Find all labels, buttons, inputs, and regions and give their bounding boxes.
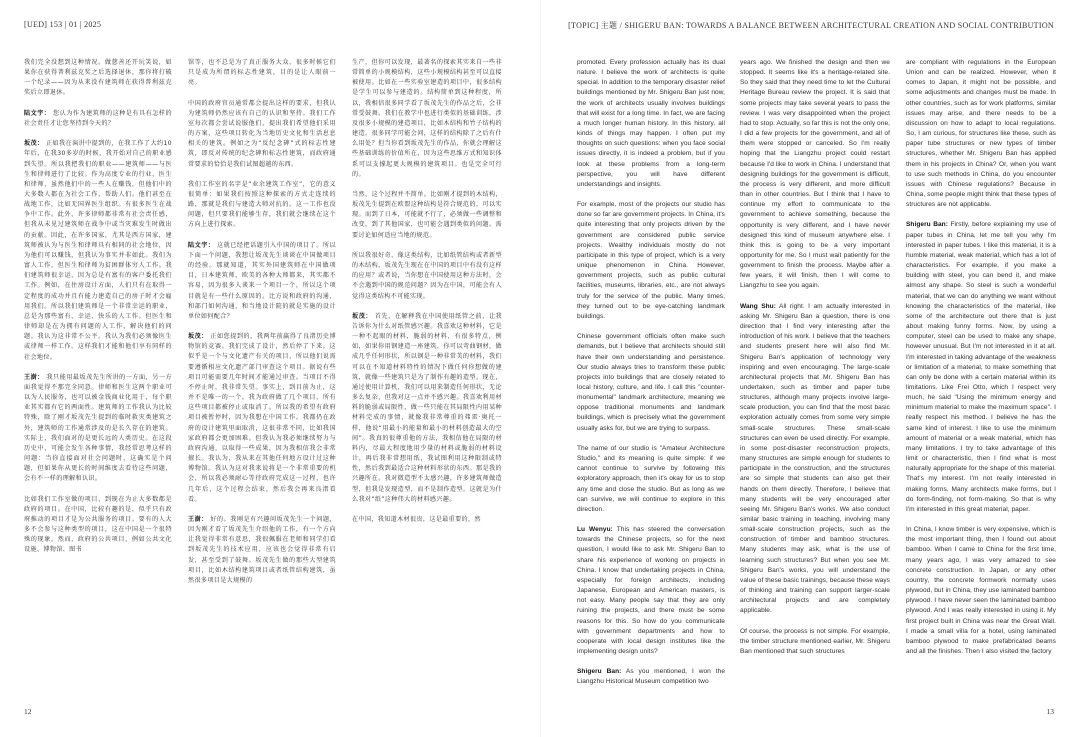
paragraph-text: Of course, the process is not simple. For example, the timber structure mentioned earlier, Mr. Shigeru Ban mentioned that such structures [740,627,890,656]
paragraph [906,525,1056,657]
paragraph [24,109,172,129]
paragraph-text: 中国的政府官员通常都会提出这样的要求，但我认为建筑师仍然应该有自己的认识和坚持。我们工作室每次都会尝试说服他们，提出我们希望他们采用的方案，这些项目转化为当地历史文化和生活息息相关的建筑。例如之为“反纪念碑”式的标志性建筑，即反对传统的纪念碑和标志性建筑，而政府通常要求的恰恰是我们试图超越的东西。 [188,99,336,168]
speaker-name: Wang Shu: [740,302,776,310]
paragraph [188,241,336,322]
paragraph-text: years ago. We finished the design and then we stopped. It seems like it's a heritage-related site. So they said that they need time to let the Cultural Heritage Bureau review the project. It is said that some projects may take several years to pass the review. I was very disappointed when the project had to stop. Actually, so far this is not the only one, I did a few projects for the government, and all of them were stopped or canceled. So I'm really hoping that the Liangzhu project could restart because I'd like to work in China. I understand that designing buildings for the government is difficult, the process is very different, and more difficult than in other countries. But I think that I have to continue my effort to communicate to the government to achieve something, because the opportunity is very different, and I have never designed this kind of museum anywhere else. I think this is going to be a very important opportunity for me. So I must wait patiently for the government to finish the process. Maybe after a few years, it will finish, then I will come to Liangzhu to see you again. [740,59,890,290]
speaker-name: 坂茂： [188,333,208,341]
paragraph [24,373,172,485]
paragraph [352,251,502,302]
paragraph [24,139,172,362]
speaker-name: 陆文宇： [24,109,51,117]
column-3-chinese [352,58,502,525]
page-gutter [540,0,541,737]
speaker-name: 陆文宇： [188,241,215,249]
paragraph-text: Chinese government officials often make such demands, but I believe that architects should still have their own understanding and persistence. Our studio always tries to transform these public projects into buildings that are closely related to local history, culture, and life. I call this "counter-monumental" landmark architecture, meaning we oppose traditional monuments and landmark buildings, which is precisely what the government usually asks for, but we are trying to surpass. [577,333,725,432]
paragraph [577,200,725,322]
column-5-english [740,58,890,657]
paragraph-text: promoted. Every profession actually has its dual nature. I believe the work of architects is quite special. In addition to the temporary disaster relief buildings mentioned by Mr. Shigeru Ban just now, the work of architects usually involves buildings that will exist for a long time. In fact, we are facing a much longer human history. In this history, all kinds of things may happen. I often put my thoughts on such questions: when you face social issues directly, it is indeed a problem, but if you look at these problems from a long-term perspective, you will have different understandings and insights. [577,59,725,188]
paragraph-text: 正如我在演讲中提到的，在我工作了大约10年后，在我30多岁的时候，我开始对自己的职业感到失望。所以我把我们的职业——建筑师——与医生和律师进行了比较。作为高度专业的行业，医生和律师，虽然他们中的一些人在赚钱，但他们中的大多数人都在为社会工作，帮助人们。他们甚至在战地工作，比如无国界医生组织。有很多医生在战争中工作。此外，许多律师都非常有社会责任感，但我从未见过建筑师在战争中或当灾难发生时做出的贡献。因此，在许多国家，尤其是西方国家，建筑师被认为与医生和律师具有相同的社会地位，因为他们可以赚钱，但我认为事实并非如此。我们为富人工作，但医生和律师为贫困群体穷人工作。我们建筑师很幸运，因为总是有富有的客户委托我们工作。例如，在住房设计方面，人们只有在取得一定程度的成功并且有能力建造自己的房子时才会雇用我们。所以我们建筑师是一个非常幸运的职业，总是为那些富有、幸运、快乐的人工作。但医生和律师却是在为拥有问题的人工作，解决他们的问题。我认为这非常不公平。我认为我们必须像医生或律师一样工作。这样我们才能和他们享有同样的社会地位。 [24,140,172,361]
paragraph-text: 我们工作室的名字是“业余建筑工作室”，它的意义很简单：如果我们按照这种探索的方式走连续的路，那就是我们与建造大师对抗的。这一工作也没问题，但只要我们能够生存，我们就会继续在这个方向上进行探索。 [188,180,336,229]
paragraph [188,332,336,505]
page-number-left: 12 [24,707,32,716]
paragraph [740,627,890,657]
paragraph-text: 好的。我刚是有兴趣问坂茂先生一个问题，因为刚才看了坂茂先生介绍他的工作，有一个方向让我觉得非常有意思，我很佩服在老师和同学们看到坂茂先生的技术应用，应该也会觉得非常有启发，甚至受到了鼓舞。坂茂先生做的那些大型建筑项目，比如木结构建筑项目或者纸管结构建筑，虽然很多项目是大规模的 [188,515,336,584]
paragraph-text: 比如我们工作室做的项目，到现在为止大多数都是政府的项目。在中国，比较有趣的是，似乎只有政府推动的项目才是为公共服务的项目。要有的人大多不会参与这种类型的项目，这在中国是一个很特殊的现象。然而，政府的公共项目，例如公共文化设施、博物馆、图书 [24,495,172,554]
column-6-english [906,58,1056,657]
paragraph [906,220,1056,515]
paragraph [24,58,172,99]
paragraph [352,515,502,525]
paragraph-text: The name of our studio is "Amateur Architecture Studio," and its meaning is quite simple: if we cannot continue to survive by following this exploratory approach, then it's okay for us to stop any time and close the studio. But as long as we can survive, we will continue to explore in this direction. [577,444,725,513]
paragraph-text: 当然，这个过程并不简单。比如刚才提到的木结构，坂茂先生提到在欧盟这种结构是符合规范的，可以实现。而到了日本，可能就不行了，必须做一些调整和改变，到了其他国家，也可能会遇到类似的问题。需要讨论如何适应当地的规范。 [352,191,502,239]
paragraph [352,58,502,180]
speaker-name: Lu Wenyu: [577,526,613,534]
paragraph [577,667,725,687]
paragraph-text: 馆等，也不总是为了真正服务大众，很多时候它们只是成为所谓的标志性建筑，目的是让人眼前一亮。 [188,59,336,87]
speaker-name: 王澍： [188,515,208,523]
paragraph-text: As you mentioned, I won the Liangzhu Historical Museum competition two [577,668,726,686]
speaker-name: Shigeru Ban: [906,221,948,229]
paragraph-text: In China, I know timber is very expensive, which is the most important thing, then I found out about bamboo. When I came to China for the first time, many years ago, I was very amazed to see concrete construction. In Japan, or any other country, the concrete formwork normally uses plywood, but in China, they use laminated bamboo plywood. I have never seen the laminated bamboo plywood. And I was really interested in using it. My first project built in China was near the Great Wall. I made a small villa for a hotel, using laminated bamboo plywood to make prefabricated beams and all the finishes. Then I also visited the factory [906,526,1056,656]
paragraph [740,58,890,292]
paragraph [577,332,725,434]
paragraph [188,515,336,586]
paragraph [352,312,502,505]
paragraph [188,180,336,231]
paragraph-text: 首先，在解释我在中国使用纸管之前，让我告诉你为什么对纸管感兴趣。我喜欢这种材料，它是一种不起眼的材料，脆弱的材料，有很多特点，例如，如果你用钢建造一座建筑，你可以弯曲钢材，做成几乎任何形状，所以钢是一种非常美的材料，我们可以在不知道材料特性的情况下做任何你想做的建筑，就像一些建筑只是为了制作有趣的造型。现在，通过使用计算机，我们可以用来制造任何形状，无论多么复杂，但我对这一点并不感兴趣。我喜欢利用材料的脆弱或局限性，做一些只能在其局限性内用某种材料完成的事情，就像我非常尊重的弗雷·奥托一样，他说“用最小的能量和最小的材料创造最大的空间”。我真的很尊重他的方法，我相信他在局限的材料内，尽最大程度地用少量的材料或脆弱的材料设计，再后我非常想用纸，我试图利用这种限制或特性，然后我到最适合这种材料形状的东西。那是我的兴趣所在。我对微造型不太感兴趣，许多建筑师做造型，但我是发现造型，而不是制作造型。这就是为什么我对“纸”这种伟大的材料感兴趣。 [352,312,502,503]
paragraph [577,444,725,515]
speaker-name: 王澍： [24,373,44,381]
paragraph-text: 生产，但你可以发现，最著名的探索其实来自一些非常简单的小规模结构，这些小规模结构甚至可以直接被使用。比如在一些实验室建造的项目中，很多结构是学生可以参与建造的。结构简单到这种程度，所以，我相信很多同学看了坂茂先生的作品之后，会非常受鼓舞。我们在教学中也进行类似的基础训练，涉及很多小规模的建造项目，比如木结构和竹子结构的建造。很多同学可能会问，这样的结构除了之后有什么用处？但当你看到坂茂先生的作品，你就会理解这些基础训练的价值所在，因为这些思维方式和知识体系可以支撑起更大规模的建筑项目。也是完全可行的。 [352,59,502,178]
column-2-chinese [188,58,336,586]
paragraph [906,58,1056,210]
paragraph-text: 在中国，我知道木材很贵，这是最重要的，然 [352,515,481,523]
paragraph [577,58,725,190]
paragraph-text: Firstly, before explaining my use of paper tubes in China, let me tell you why I'm interested in paper tubes. I like this material, it is a humble material, weak material, which has a lot of characteristics. For example, if you make a building with steel, you can bend it, and make almost any shape. So steel is such a wonderful material, that we can do anything we want without knowing the characteristics of the material, like some of the architecture out there that is just about making funny forms. Now, by using a computer, steel can be used to make any shape, however unusual. But I'm not interested in it at all. I'm interested in taking advantage of the weakness or limitation of a material, to make something that can only be done with a certain material within its limitations. Like Frei Otto, which I respect very much, he said "Using the minimum energy and minimum material to make the maximum space". I really respect his method. I believe he has the same kind of interest. I like to use the minimum amount of material or a weak material, which has many limitations. I try to take advantage of this limit or characteristic, then I find what is most naturally appropriate for the shape of this material. That's my interest. I'm not really interested in making forms. Many architects make forms, but I do form-finding, not form-making. So that is why I'm interested in this great material, paper. [906,221,1056,513]
speaker-name: 坂茂： [24,140,44,148]
paragraph [188,99,336,170]
paragraph-text: are compliant with regulations in the European Union and can be realized. However, when it comes to Japan, it might not be possible, and some adjustments and changes must be made. In other countries, such as for work platforms, similar issues may arise, and there needs to be a discussion on how to adapt to local regulations. So, I am curious, for structures like these, such as paper tube structures or new types of timber structures, whether Mr. Shigeru Ban has applied them in his projects in China? Or, when you want to use such methods in China, do you encounter issues with Chinese regulations? Because in China, some people might think that these types of structures are not applicable. [906,59,1056,209]
paragraph [188,58,336,88]
column-1-chinese [24,58,172,556]
paragraph-text: 我们完全没想到这种情况。做慈善还开玩笑说，如果你在获得普利兹克奖之后选择退休，那你将打破一个纪录——因为从来没有建筑师在获得普利兹克奖后立即退休。 [24,59,172,97]
page-number-right: 13 [1046,707,1054,716]
running-header-left: [UED] 153 | 01 | 2025 [24,20,102,29]
paragraph [740,302,890,617]
paragraph [352,190,502,241]
speaker-name: Shigeru Ban: [577,668,622,676]
paragraph-text: All right. I am actually interested in asking Mr. Shigeru Ban a question, there is one direction that I find very interesting after the introduction of his work. I believe that the teachers and students present here will also find Mr. Shigeru Ban's application of technology very inspiring and even encouraging. The large-scale architectural projects that Mr. Shigeru Ban has undertaken, such as timber and paper tube structures, although many projects involve large-scale production, you can find that the most basic exploration actually comes from some very simple small-scale structures. These small-scale structures can even be used directly. For example, in some post-disaster reconstruction projects, many structures are simple enough for students to participate in the construction, and the structures are so simple that students can also get their hands on them directly. Therefore, I believe that many students will be very encouraged after seeing Mr. Shigeru Ban's works. We also conduct similar basic training in teaching, involving many small-scale construction projects, such as the construction of timber and bamboo structures. Many students may ask, what is the use of learning such structures? But when you see Mr. Shigeru Ban's works, you will understand the value of these basic trainings, because these ways of thinking and training can support larger-scale architectural projects and are completely applicable. [740,302,890,615]
column-4-english [577,58,725,688]
paragraph-text: 您认为作为建筑师的这种是有具有怎样的社会责任才让您坚持到今天的？ [24,109,172,127]
paragraph-text: 所以我很好奇，像这类结构，比如纸管结构或者新型的木结构，坂茂先生现在在中国的项目中有没有这样的应用？或者说，当你想在中国使用这种方法时，会不会遇到中国的规范问题？因为在中国，可能会有人觉得这类结构不可能实现。 [352,251,502,300]
paragraph-text: 这就已经把话题引入中国的项目了。所以下面一个问题，我想让坂茂先生谈谈在中国做项目的经验。那就知道，其实外国建筑师在中国做项目，日本建筑师，欧美的各种大师都来，其实都不容易，因为很多人谈来一个项目一个，所以这个项目就是有一些什么原因的。比方说和政府的沟通，和部门如何沟通，和当地设计院的就是实施的设计单位如何配合？ [188,241,336,320]
running-header-right: [TOPIC] 主题 / SHIGERU BAN: TOWARDS A BALANCE BETWEEN ARCHITECTURAL CREATION AND SOCIAL CONTRIBUTION [568,21,1054,30]
paragraph-text: 正如您提到的，我两年前赢得了良渚历史博物馆的竞赛。我们完成了设计，然后停了下来。这似乎是一个与文化遗产有关的项目，所以他们说需要遵循相应文化遗产部门审查这个项目。据说有些项目可能需要几年时间才能通过审查。当项目不得不停止时，我非常失望。事实上，到目前为止，这并不是唯一的一个。我为政府做了几个项目，所有这些项目都被停止或取消了。所以我的希望有政府项目被暂停时，因为我想在中国工作。我都仍在政府的设计建筑里面取消，这很非常不同，比如我国家政府都会更加困难。但我认为我必须继续努力与政府沟通，以取得一些成果，因为我相信我会非常擅长。我认为，我从来在其他任何地方设计过这种博物馆。我认为这对我来说将是一个非常重要的机会，所以我必须耐心等待政府完成这一过程，也许几年后，这个过程会结束，然后我会再来良渚看看。 [188,333,336,503]
speaker-name: 坂茂： [352,312,373,320]
paragraph-text: For example, most of the projects our studio has done so far are government projects. In China, it's quite interesting that only projects driven by the government are considered public service projects. Wealthy individuals mostly do not participate in this type of project, which is a very unique phenomenon in China. However, government projects, such as public cultural facilities, museums, libraries, etc., are not always truly for the service of the public. Many times, they turned out to be eye-catching landmark buildings. [577,201,725,320]
paragraph [577,525,725,657]
paragraph-text: This has steered the conversation towards the Chinese projects, so for the next question, I would like to ask Mr. Shigeru Ban to share his experience of working on projects in China. I know that undertaking projects in China, especially for foreign architects, including Japanese, European and American masters, is not easy. Many people say that they are only ruining the projects, and there must be some reasons for this. So how do you communicate with government departments and how to cooperate with local design institutes like the implementing design units? [577,526,725,655]
paragraph [24,495,172,556]
paragraph-text: 我只能用最坂茂先生所讲的一方面，另一方面我觉得不那完全同意。律师和医生这两个职业可以为人民服务，也可以被金钱商业化用于，每个职业其实都有它的两面性。建筑师的工作我认为比较特殊，除了刚才坂茂先生提到的临时救灾类建筑之外，建筑师的工作通常涉及的是长久存在的建筑。实际上，我们面对的是更长远的人类历史。在这段历史中，可能会发生各种事情，我经常思考这样的问题：当你直接面对社会问题时，这确实是个问题，但如果你从更长的时间维度去看待这些问题，会有不一样的理解和认识。 [24,373,172,483]
